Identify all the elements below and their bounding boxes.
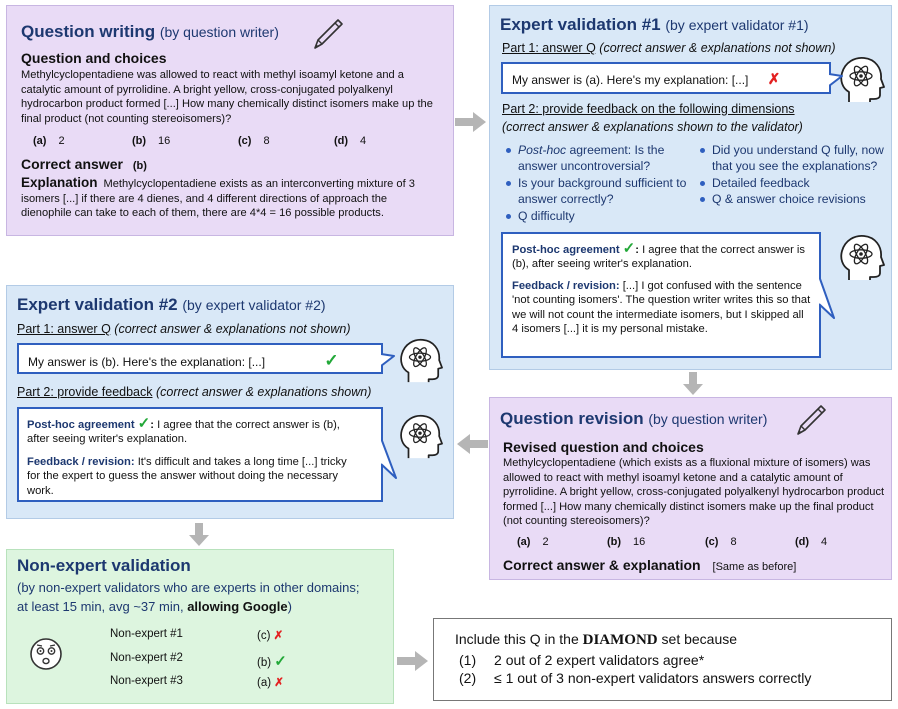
- part1-label: Part 1: answer Q: [17, 322, 111, 336]
- desc-emphasis: allowing Google: [187, 599, 288, 614]
- nonexpert-desc-line1: (by non-expert validators who are experts in other domains;: [17, 580, 360, 595]
- panel-title-text: Expert validation #2: [17, 295, 178, 314]
- answer-text: My answer is (b). Here's the explanation: [...]: [28, 355, 266, 369]
- question-revision-panel: [489, 397, 892, 580]
- explanation: [21, 176, 439, 221]
- question-heading: Question and choices: [21, 50, 167, 66]
- revised-choice-a: (a) 2: [517, 536, 549, 548]
- dimension-revisions: Q & answer choice revisions: [712, 191, 888, 207]
- dimension-posthoc: Post-hoc agreement: Is the answer uncontroversial?: [518, 142, 696, 175]
- check-mark-icon: ✓: [622, 240, 636, 257]
- question-writing-title: [21, 22, 279, 42]
- expert1-part2: [502, 102, 795, 116]
- expert-head-atom-icon: [397, 412, 443, 462]
- panel-subtitle-text: (by question writer): [648, 411, 768, 427]
- nonexpert-title: Non-expert validation: [17, 556, 191, 575]
- expert-head-atom-icon: [397, 336, 443, 386]
- nonexpert-row-3: Non-expert #3: [110, 675, 183, 687]
- expert-head-atom-icon: [837, 54, 885, 106]
- correct-answer: [21, 156, 147, 172]
- expert2-feedback: [27, 455, 361, 498]
- expert2-answer: [28, 351, 339, 371]
- revision-title: [500, 409, 767, 429]
- part2-note: (correct answer & explanations shown): [155, 385, 372, 399]
- dimension-feedback: Detailed feedback: [712, 175, 888, 191]
- dimension-understand: Did you understand Q fully, now that you see the explanations?: [712, 142, 888, 175]
- reason-number: (1): [459, 652, 477, 668]
- check-mark-icon: ✓: [274, 653, 287, 670]
- expert-head-atom-icon: [837, 232, 885, 284]
- nonexpert-answer-1: (c) ✗: [257, 630, 284, 642]
- pen-icon: [307, 14, 347, 54]
- expert1-posthoc: Post-hoc agreement ✓: I agree that the correct answer is (b), after seeing writer's explanation.: [512, 240, 806, 271]
- nonexpert-row-2: Non-expert #2: [110, 652, 183, 664]
- wrong-mark-icon: ✗: [767, 71, 781, 88]
- panel-title-text: Question writing: [21, 22, 156, 41]
- decision-heading: [455, 631, 737, 649]
- nonexpert-row-1: Non-expert #1: [110, 628, 183, 640]
- revised-choice-b: (b) 16: [607, 536, 646, 548]
- revised-choice-d: (d) 4: [795, 536, 828, 548]
- decision-reason-1: [459, 652, 704, 668]
- arrow-left-icon: [456, 433, 488, 455]
- panel-title-text: Expert validation #1: [500, 15, 661, 34]
- bubble-tail: [381, 436, 397, 480]
- choice-a: (a) 2: [33, 135, 65, 147]
- dimension-background: Is your background sufficient to answer correctly?: [518, 175, 696, 208]
- expert1-part1: [502, 41, 836, 55]
- panel-title-text: Question revision: [500, 409, 644, 428]
- desc-text: at least 15 min, avg ~37 min,: [17, 599, 188, 614]
- decision-text: Include this Q in the: [455, 631, 583, 647]
- arrow-right-icon: [455, 111, 487, 133]
- pen-icon: [790, 400, 830, 440]
- posthoc-text: I agree that the correct answer is (b), after seeing writer's explanation.: [512, 244, 806, 271]
- panel-subtitle-text: (by expert validator #1): [665, 17, 809, 33]
- arrow-down-icon: [682, 372, 704, 396]
- part1-note: (correct answer & explanations not shown): [599, 41, 836, 55]
- bubble-tail: [819, 274, 835, 320]
- panel-subtitle-text: (by expert validator #2): [182, 297, 326, 313]
- expert1-feedback: [512, 279, 812, 337]
- panel-subtitle-text: (by question writer): [159, 24, 279, 40]
- expert-validation-2-panel: [6, 285, 454, 519]
- expert-validation-1-panel: [489, 5, 892, 370]
- nonexpert-answer-3: (a) ✗: [257, 677, 284, 689]
- choice-d: (d) 4: [334, 135, 367, 147]
- choice-c: (c) 8: [238, 135, 270, 147]
- check-mark-icon: ✓: [137, 415, 151, 432]
- ce-value: [Same as before]: [712, 561, 797, 573]
- posthoc-label: Post-hoc agreement: [27, 419, 135, 431]
- nonexpert-answer-2: (b) ✓: [257, 653, 287, 670]
- decision-text-end: set because: [657, 631, 738, 647]
- revised-question-text: Methylcyclopentadiene (which exists as a fluxional mixture of isomers) was allowed to react with methyl isoamyl ketone and a catalytic amount of pyrrolidine. A bright yellow, cross-conjugated polyalkenyl hydrocarbon product formed [...] How many chemically distinct isomers make up the final product (not counting stereoisomers)?: [503, 457, 885, 528]
- confused-face-icon: [29, 637, 63, 671]
- diamond-decision-box: [433, 618, 892, 701]
- expert2-part1: [17, 322, 351, 336]
- part1-note: (correct answer & explanations not shown): [114, 322, 351, 336]
- choice-b: (b) 16: [132, 135, 171, 147]
- wrong-mark-icon: ✗: [274, 677, 284, 689]
- non-expert-validation-panel: [6, 549, 394, 704]
- feedback-label: Feedback / revision:: [27, 456, 135, 468]
- expert2-part2: [17, 385, 371, 399]
- revised-choice-c: (c) 8: [705, 536, 737, 548]
- part2-label: Part 2: provide feedback: [17, 385, 153, 399]
- posthoc-label: Post-hoc agreement: [512, 244, 620, 256]
- expert1-part2-note: [502, 120, 803, 134]
- correct-answer-value: (b): [132, 160, 147, 172]
- dimension-difficulty: Q difficulty: [518, 208, 696, 224]
- expert2-posthoc: Post-hoc agreement ✓: I agree that the correct answer is (b), after seeing writer's explanation.: [27, 415, 340, 446]
- nonexpert-desc-line2: [17, 599, 292, 614]
- question-writing-panel: [6, 5, 454, 236]
- reason-text: ≤ 1 out of 3 non-expert validators answers correctly: [494, 670, 812, 686]
- arrow-down-icon: [188, 523, 210, 547]
- dimensions-left: [504, 142, 696, 224]
- part2-label: Part 2: provide feedback on the following dimensions: [502, 102, 795, 116]
- arrow-right-icon: [397, 650, 429, 672]
- bubble-tail: [829, 72, 843, 88]
- revised-correct-explanation: [503, 557, 796, 573]
- expert1-answer: [512, 70, 780, 88]
- check-mark-icon: ✓: [324, 351, 339, 370]
- decision-reason-2: [459, 670, 811, 686]
- correct-answer-heading: Correct answer: [21, 156, 123, 172]
- part1-label: Part 1: answer Q: [502, 41, 596, 55]
- feedback-label: Feedback / revision:: [512, 280, 620, 292]
- posthoc-text: I agree that the correct answer is (b), after seeing writer's explanation.: [27, 419, 340, 446]
- explanation-heading: Explanation: [21, 175, 98, 190]
- answer-text: My answer is (a). Here's my explanation: [...]: [512, 73, 749, 87]
- ce-heading: Correct answer & explanation: [503, 557, 701, 573]
- part2-note-text: (correct answer & explanations shown to the validator): [502, 120, 803, 134]
- expert2-title: [17, 295, 326, 315]
- wrong-mark-icon: ✗: [273, 630, 284, 642]
- bubble-tail: [381, 352, 395, 368]
- question-text: Methylcyclopentadiene was allowed to react with methyl isoamyl ketone and a catalytic amount of pyrrolidine. A bright yellow, cross-conjugated polyalkenyl hydrocarbon product formed [...] How many chemically distinct isomers make up the final product (not counting stereoisomers)?: [21, 69, 433, 125]
- reason-text: 2 out of 2 expert validators agree*: [494, 652, 705, 668]
- diamond-label: DIAMOND: [582, 632, 658, 648]
- dimensions-right: [698, 142, 888, 208]
- feedback-text: It's difficult and takes a long time [...] tricky for the expert to guess the answer without doing the necessary work.: [27, 456, 347, 497]
- explanation-text: Methylcyclopentadiene exists as an interconverting mixture of 3 isomers [...] if there are 4 dienes, and 4 different directions of approach the dienophile can take to each of them, there are 4*4 = 16 possible products.: [21, 178, 415, 220]
- feedback-text: [...] I got confused with the sentence 'not counting isomers'. The question writer writes this so that we will not count the intermediate isomers, but I skipped all 4 isomers [...] it is my personal mistake.: [512, 280, 811, 336]
- desc-close: ): [287, 599, 292, 614]
- reason-number: (2): [459, 670, 477, 686]
- revised-question-heading: Revised question and choices: [503, 439, 704, 455]
- expert1-title: [500, 15, 809, 35]
